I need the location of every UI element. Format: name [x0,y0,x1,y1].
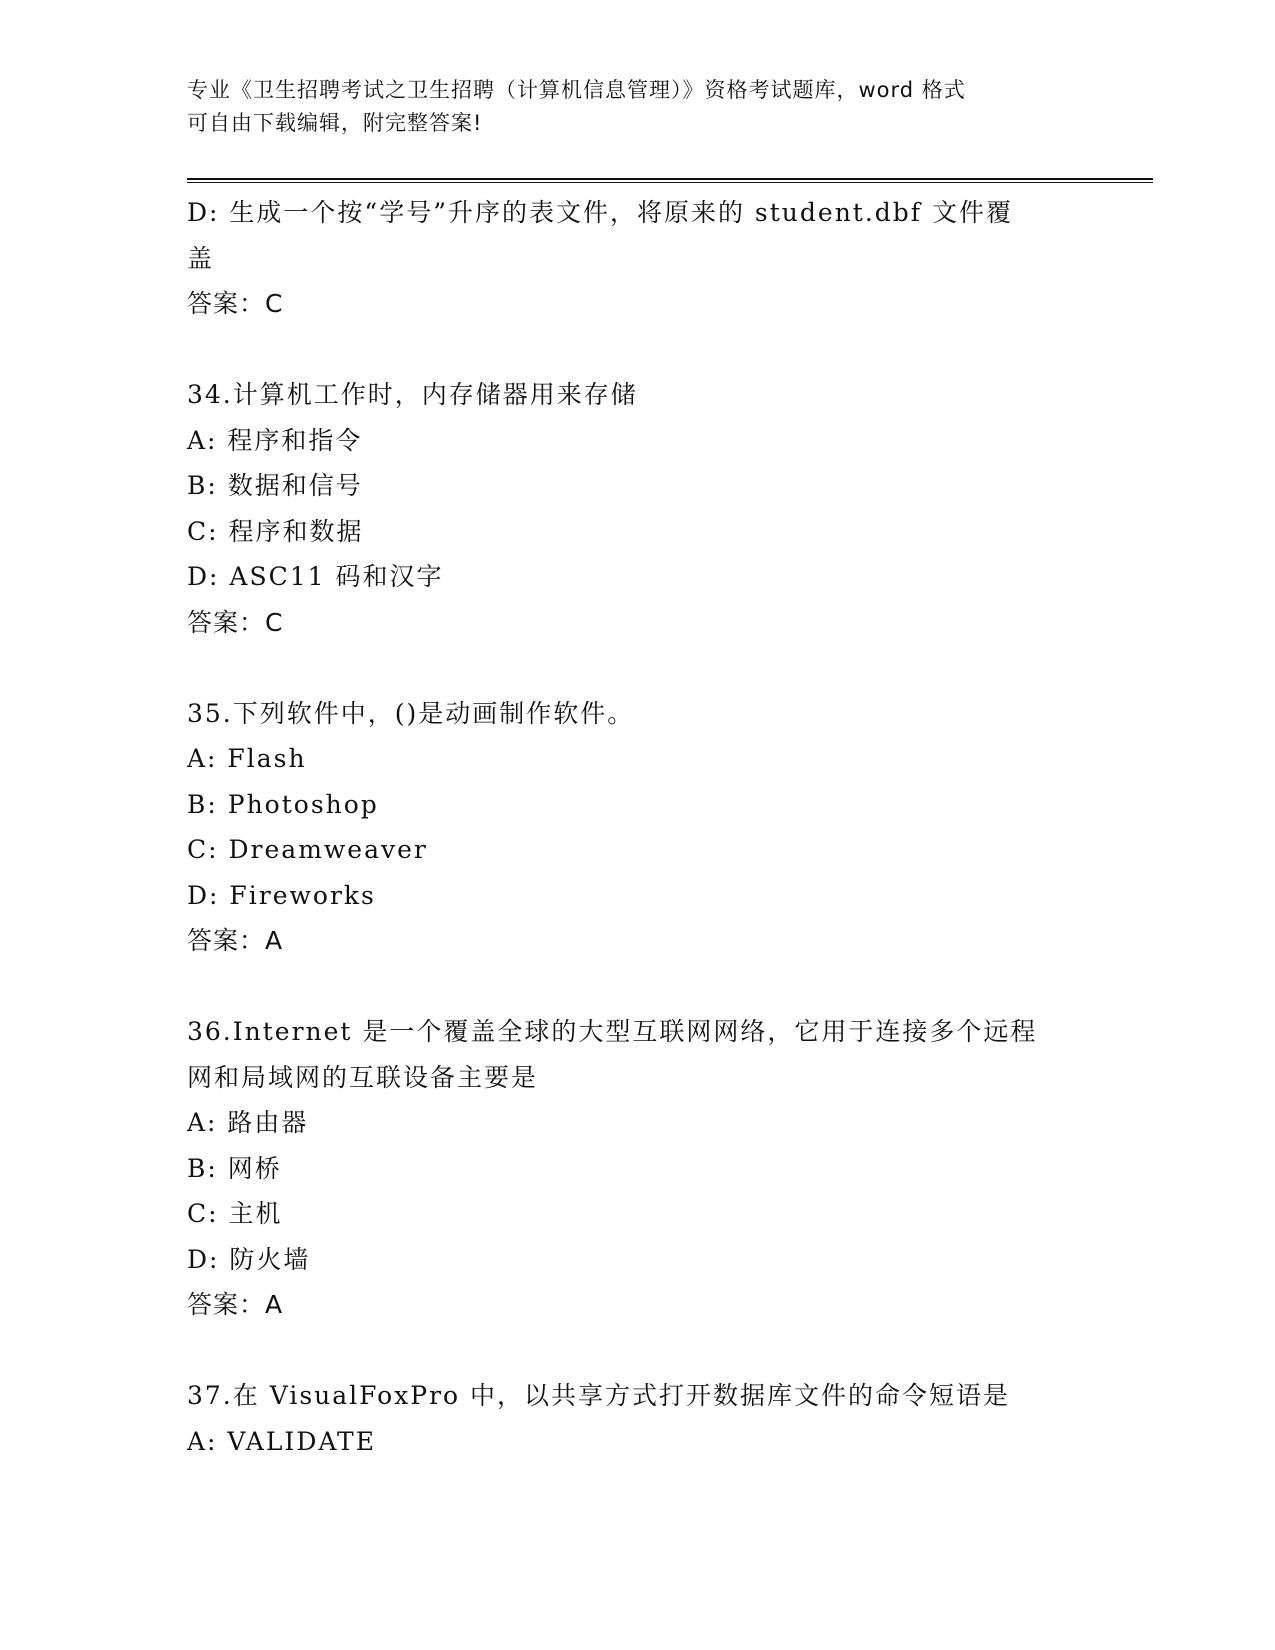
answer: 答案：A [187,1290,284,1319]
question-text: 34.计算机工作时，内存储器用来存储 [187,380,638,409]
document-body [187,190,1087,1464]
question-text: 36.Internet 是一个覆盖全球的大型互联网网络，它用于连接多个远程 [187,1017,1038,1046]
option-d: D: 生成一个按“学号”升序的表文件，将原来的 student.dbf 文件覆 [187,198,1013,227]
option-c: C: Dreamweaver [187,835,428,864]
spacer [187,1328,1087,1374]
question-35 [187,691,1087,964]
option-b: B: 数据和信号 [187,471,363,500]
question-text-continued: 网和局域网的互联设备主要是 [187,1062,539,1092]
option-a: A: Flash [187,744,307,773]
spacer [187,645,1087,691]
option-d-continued: 盖 [187,243,215,273]
header-divider [187,178,1153,183]
question-text: 37.在 VisualFoxPro 中，以共享方式打开数据库文件的命令短语是 [187,1381,1011,1410]
answer: 答案：A [187,926,284,955]
header-line-2: 可自由下载编辑，附完整答案! [187,111,483,135]
option-c: C: 主机 [187,1199,283,1228]
option-a: A: 程序和指令 [187,425,363,455]
answer: 答案：C [187,607,284,637]
option-a: A: 路由器 [187,1108,309,1137]
question-33-fragment [187,190,1087,327]
option-c: C: 程序和数据 [187,516,364,546]
option-d: D: Fireworks [187,880,376,910]
option-a: A: VALIDATE [187,1426,376,1456]
question-text: 35.下列软件中，()是动画制作软件。 [187,698,635,728]
document-header [187,74,1087,140]
spacer [187,327,1087,373]
option-d: D: ASC11 码和汉字 [187,562,444,591]
question-36 [187,1009,1087,1328]
question-37 [187,1373,1087,1464]
spacer [187,964,1087,1010]
option-b: B: Photoshop [187,789,379,819]
answer: 答案：C [187,289,284,318]
option-d: D: 防火墙 [187,1244,311,1274]
question-34 [187,372,1087,645]
header-line-1: 专业《卫生招聘考试之卫生招聘（计算机信息管理）》资格考试题库，word 格式 [187,78,966,102]
option-b: B: 网桥 [187,1153,282,1183]
